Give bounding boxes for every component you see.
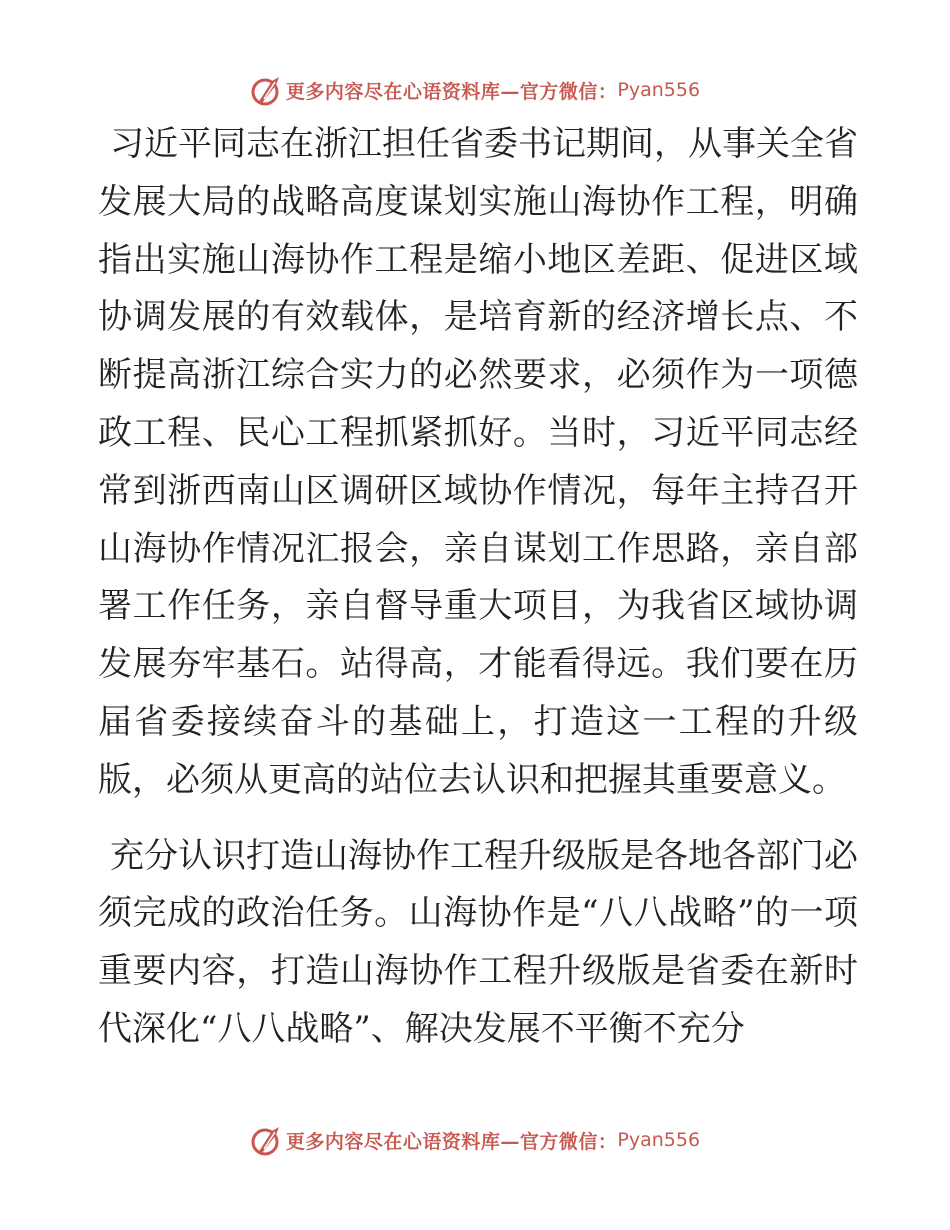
wechat-id: Pyan556 (617, 1129, 701, 1151)
paragraph-1: 习近平同志在浙江担任省委书记期间，从事关全省发展大局的战略高度谋划实施山海协作工程，明确指出实施山海协作工程是缩小地区差距、促进区域协调发展的有效载体，是培育新的经济增长点、不断提高浙江综合实力的必然要求，必须作为一项德政工程、民心工程抓紧抓好。当时，习近平同志经常到浙西南山区调研区域协作情况，每年主持召开山海协作情况汇报会，亲自谋划工作思路，亲自部署工作任务，亲自督导重大项目，为我省区域协调发展夯牢基石。站得高，才能看得远。我们要在历届省委接续奋斗的基础上，打造这一工程的升级版，必须从更高的站位去认识和把握其重要意义。 (98, 124, 858, 800)
library-promo-text: 更多内容尽在心语资料库—官方微信： (285, 1130, 618, 1153)
paragraph-2: 充分认识打造山海协作工程升级版是各地各部门必须完成的政治任务。山海协作是“八八战略”的一项重要内容，打造山海协作工程升级版是省委在新时代深化“八八战略”、解决发展不平衡不充分 (98, 835, 858, 1049)
document-body (98, 116, 858, 1059)
header-banner (0, 70, 950, 110)
feather-pen-logo-icon (250, 1123, 284, 1157)
library-promo-text: 更多内容尽在心语资料库—官方微信： (285, 80, 618, 103)
wechat-id: Pyan556 (617, 79, 701, 101)
feather-pen-logo-icon (250, 73, 284, 107)
footer-banner (0, 1120, 950, 1160)
